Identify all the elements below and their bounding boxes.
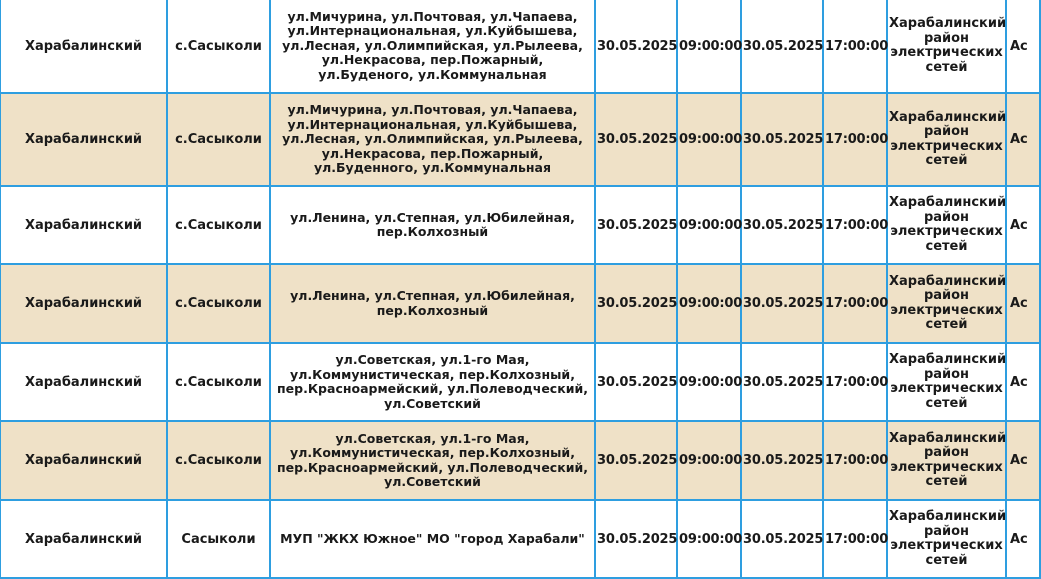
district-cell: Харабалинский <box>0 500 167 578</box>
table-row <box>0 343 1040 421</box>
end-date-cell: 30.05.2025 <box>741 264 823 343</box>
start-time-cell: 09:00:00 <box>677 186 741 264</box>
start-date-cell: 30.05.2025 <box>595 500 677 578</box>
table-row <box>0 264 1040 343</box>
district-cell: Харабалинский <box>0 264 167 343</box>
district-cell: Харабалинский <box>0 421 167 500</box>
end-date-cell: 30.05.2025 <box>741 421 823 500</box>
settlement-cell: с.Сасыколи <box>167 186 270 264</box>
end-time-cell: 17:00:00 <box>823 186 887 264</box>
start-time-cell: 09:00:00 <box>677 264 741 343</box>
organization-cell: Харабалинский район электрических сетей <box>887 264 1006 343</box>
end-time-cell: 17:00:00 <box>823 264 887 343</box>
start-time-cell: 09:00:00 <box>677 421 741 500</box>
end-time-cell: 17:00:00 <box>823 0 887 93</box>
organization-cell: Харабалинский район электрических сетей <box>887 421 1006 500</box>
end-date-cell: 30.05.2025 <box>741 500 823 578</box>
organization-cell: Харабалинский район электрических сетей <box>887 186 1006 264</box>
start-time-cell: 09:00:00 <box>677 93 741 186</box>
table-row <box>0 500 1040 578</box>
start-date-cell: 30.05.2025 <box>595 186 677 264</box>
extra-cell: Ас <box>1006 186 1040 264</box>
streets-cell: ул.Советская, ул.1-го Мая, ул.Коммунистическая, пер.Колхозный, пер.Красноармейский, ул.Полеводческий, ул.Советский <box>270 343 595 421</box>
table-row <box>0 186 1040 264</box>
start-date-cell: 30.05.2025 <box>595 264 677 343</box>
extra-cell: Ас <box>1006 93 1040 186</box>
organization-cell: Харабалинский район электрических сетей <box>887 500 1006 578</box>
start-time-cell: 09:00:00 <box>677 0 741 93</box>
start-time-cell: 09:00:00 <box>677 500 741 578</box>
settlement-cell: с.Сасыколи <box>167 421 270 500</box>
organization-cell: Харабалинский район электрических сетей <box>887 343 1006 421</box>
organization-cell: Харабалинский район электрических сетей <box>887 0 1006 93</box>
streets-cell: ул.Мичурина, ул.Почтовая, ул.Чапаева, ул.Интернациональная, ул.Куйбышева, ул.Лесная, ул.Олимпийская, ул.Рылеева, ул.Некрасова, пер.Пожарный, ул.Буденого, ул.Коммунальная <box>270 0 595 93</box>
end-time-cell: 17:00:00 <box>823 500 887 578</box>
settlement-cell: Сасыколи <box>167 500 270 578</box>
end-date-cell: 30.05.2025 <box>741 0 823 93</box>
extra-cell: Ас <box>1006 0 1040 93</box>
extra-cell: Ас <box>1006 264 1040 343</box>
streets-cell: ул.Ленина, ул.Степная, ул.Юбилейная, пер.Колхозный <box>270 186 595 264</box>
district-cell: Харабалинский <box>0 93 167 186</box>
settlement-cell: с.Сасыколи <box>167 264 270 343</box>
settlement-cell: с.Сасыколи <box>167 0 270 93</box>
end-date-cell: 30.05.2025 <box>741 186 823 264</box>
table-row <box>0 421 1040 500</box>
settlement-cell: с.Сасыколи <box>167 93 270 186</box>
streets-cell: ул.Ленина, ул.Степная, ул.Юбилейная, пер.Колхозный <box>270 264 595 343</box>
extra-cell: Ас <box>1006 421 1040 500</box>
settlement-cell: с.Сасыколи <box>167 343 270 421</box>
start-date-cell: 30.05.2025 <box>595 421 677 500</box>
table-row <box>0 93 1040 186</box>
streets-cell: МУП "ЖКХ Южное" МО "город Харабали" <box>270 500 595 578</box>
start-date-cell: 30.05.2025 <box>595 93 677 186</box>
end-time-cell: 17:00:00 <box>823 421 887 500</box>
end-time-cell: 17:00:00 <box>823 343 887 421</box>
table-row <box>0 0 1040 93</box>
organization-cell: Харабалинский район электрических сетей <box>887 93 1006 186</box>
streets-cell: ул.Советская, ул.1-го Мая, ул.Коммунистическая, пер.Колхозный, пер.Красноармейский, ул.Полеводческий, ул.Советский <box>270 421 595 500</box>
extra-cell: Ас <box>1006 500 1040 578</box>
extra-cell: Ас <box>1006 343 1040 421</box>
start-date-cell: 30.05.2025 <box>595 343 677 421</box>
start-date-cell: 30.05.2025 <box>595 0 677 93</box>
end-date-cell: 30.05.2025 <box>741 343 823 421</box>
start-time-cell: 09:00:00 <box>677 343 741 421</box>
district-cell: Харабалинский <box>0 0 167 93</box>
end-date-cell: 30.05.2025 <box>741 93 823 186</box>
district-cell: Харабалинский <box>0 186 167 264</box>
end-time-cell: 17:00:00 <box>823 93 887 186</box>
district-cell: Харабалинский <box>0 343 167 421</box>
streets-cell: ул.Мичурина, ул.Почтовая, ул.Чапаева, ул.Интернациональная, ул.Куйбышева, ул.Лесная, ул.Олимпийская, ул.Рылеева, ул.Некрасова, пер.Пожарный, ул.Буденного, ул.Коммунальная <box>270 93 595 186</box>
